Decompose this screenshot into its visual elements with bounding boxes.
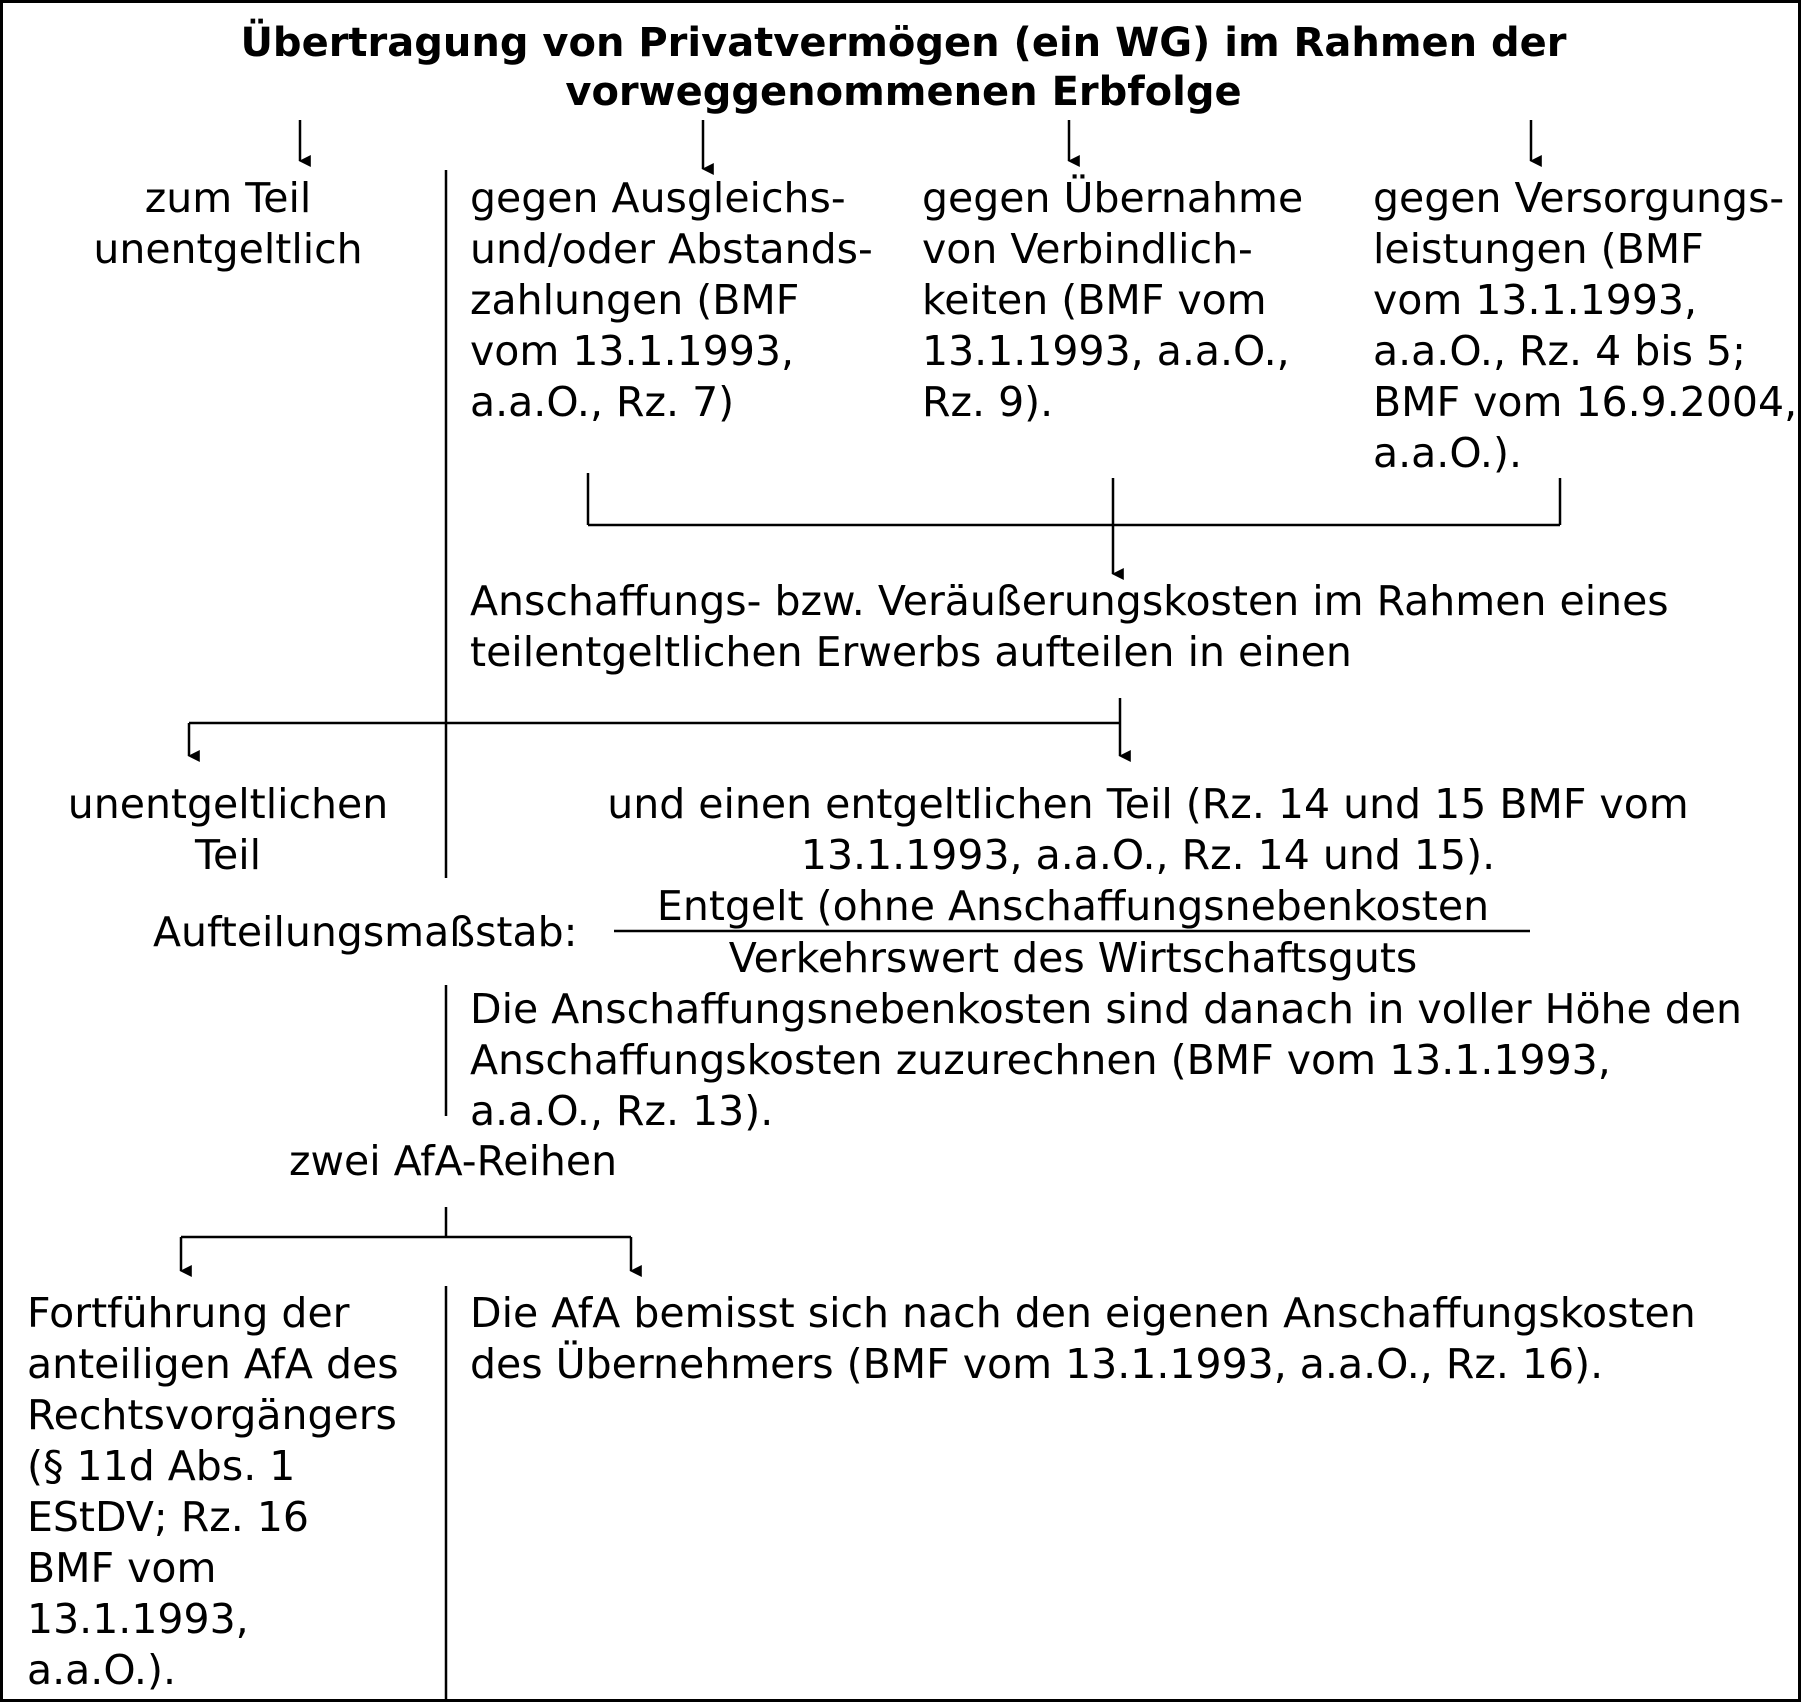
afa-reihen-label: zwei AfA-Reihen [288,1137,618,1185]
branch-versorgungsleistungen: gegen Versorgungs- leistungen (BMF vom 13.1.1993, a.a.O., Rz. 4 bis 5; BMF vom 16.9.2004, a.a.O.). [1373,174,1798,477]
branch-verbindlichkeiten: gegen Übernahme von Verbindlich- keiten (BMF vom 13.1.1993, a.a.O., Rz. 9). [922,174,1304,426]
unentgeltlicher-teil: unentgeltlichen Teil [67,780,389,879]
diagram-title: Übertragung von Privatvermögen (ein WG) im Rahmen der vorweggenommenen Erbfolge [240,20,1567,115]
branch-ausgleichszahlungen: gegen Ausgleichs- und/oder Abstands- zahlungen (BMF vom 13.1.1993, a.a.O., Rz. 7) [470,174,873,426]
split-description: Anschaffungs- bzw. Veräußerungskosten im Rahmen eines teilentgeltlichen Erwerbs aufteilen in einen [470,577,1669,676]
ratio-label: Aufteilungsmaßstab: [153,908,578,956]
entgeltlicher-teil: und einen entgeltlichen Teil (Rz. 14 und 15 BMF vom 13.1.1993, a.a.O., Rz. 14 und 15). [607,780,1689,879]
ratio-denominator: Verkehrswert des Wirtschaftsguts [728,934,1418,982]
afa-left-text: Fortführung der anteiligen AfA des Rechtsvorgängers (§ 11d Abs. 1 EStDV; Rz. 16 BMF vom 13.1.1993, a.a.O.). [27,1289,399,1694]
ratio-numerator: Entgelt (ohne Anschaffungsnebenkosten [656,882,1490,930]
afa-right-text: Die AfA bemisst sich nach den eigenen Anschaffungskosten des Übernehmers (BMF vom 13.1.1993, a.a.O., Rz. 16). [470,1289,1696,1388]
branch-zum-teil-unentgeltlich: zum Teil unentgeltlich [93,174,363,273]
nebenkosten-text: Die Anschaffungsnebenkosten sind danach in voller Höhe den Anschaffungskosten zuzurechnen (BMF vom 13.1.1993, a.a.O., Rz. 13). [470,985,1743,1135]
